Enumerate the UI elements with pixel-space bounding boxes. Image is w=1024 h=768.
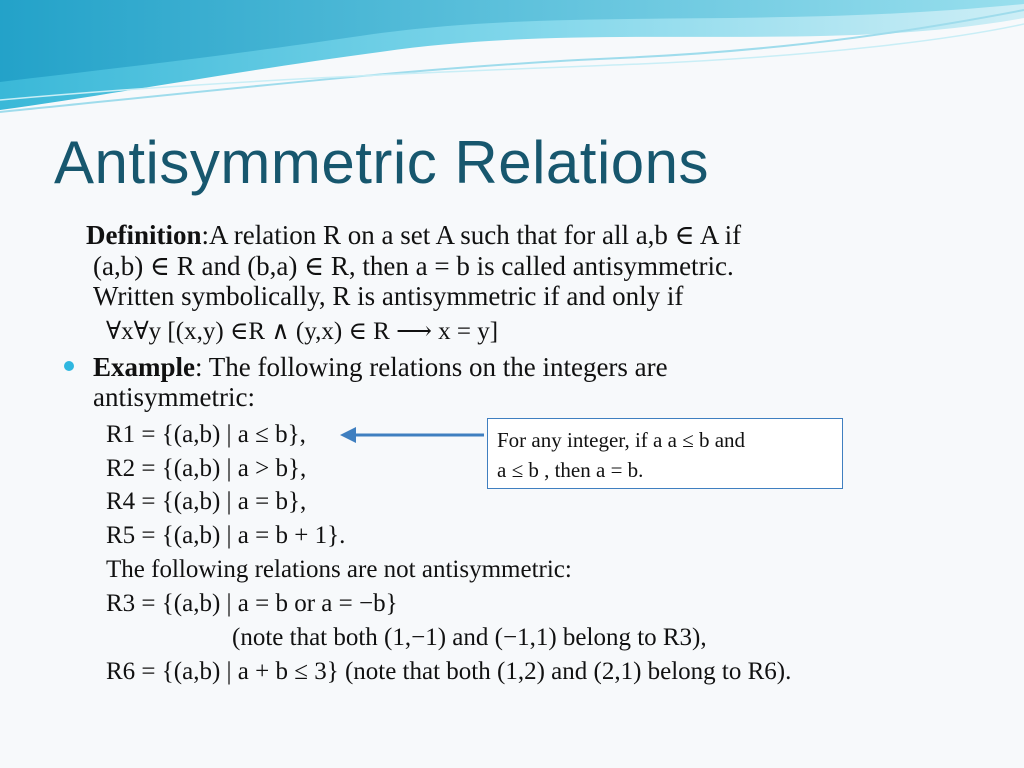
definition-line-3: Written symbolically, R is antisymmetric if and only if bbox=[93, 281, 684, 311]
not-antisymmetric-heading: The following relations are not antisymmetric: bbox=[106, 556, 572, 583]
bullet-dot bbox=[64, 361, 74, 371]
relation-r4: R4 = {(a,b) | a = b}, bbox=[106, 488, 307, 515]
callout-arrow-icon bbox=[336, 423, 486, 447]
definition-term: Definition bbox=[86, 220, 202, 250]
relation-r1: R1 = {(a,b) | a ≤ b}, bbox=[106, 421, 306, 448]
callout-line-1: For any integer, if a a ≤ b and bbox=[497, 428, 746, 452]
relation-r6: R6 = {(a,b) | a + b ≤ 3} (note that both (1,2) and (2,1) belong to R6). bbox=[106, 658, 792, 685]
relation-r3: R3 = {(a,b) | a = b or a = −b} bbox=[106, 590, 398, 617]
definition-text-1: :A relation R on a set A such that for all a,b ∈ A if bbox=[201, 220, 742, 250]
example-line-2: antisymmetric: bbox=[93, 382, 255, 412]
relation-r5: R5 = {(a,b) | a = b + 1}. bbox=[106, 522, 346, 549]
relation-r2: R2 = {(a,b) | a > b}, bbox=[106, 455, 307, 482]
definition-line-1 bbox=[86, 220, 741, 250]
example-text-1: : The following relations on the integers are bbox=[195, 352, 668, 382]
example-line-1 bbox=[93, 352, 668, 382]
definition-formula: ∀x∀y [(x,y) ∈R ∧ (y,x) ∈ R ⟶ x = y] bbox=[106, 318, 499, 345]
page-title: Antisymmetric Relations bbox=[54, 129, 710, 196]
callout-line-2: a ≤ b , then a = b. bbox=[497, 458, 644, 482]
callout-box bbox=[487, 418, 843, 489]
header-wave-decoration bbox=[0, 0, 1024, 120]
definition-line-2: (a,b) ∈ R and (b,a) ∈ R, then a = b is called antisymmetric. bbox=[93, 251, 734, 281]
example-term: Example bbox=[93, 352, 196, 382]
relation-r3-note: (note that both (1,−1) and (−1,1) belong to R3), bbox=[232, 624, 707, 651]
